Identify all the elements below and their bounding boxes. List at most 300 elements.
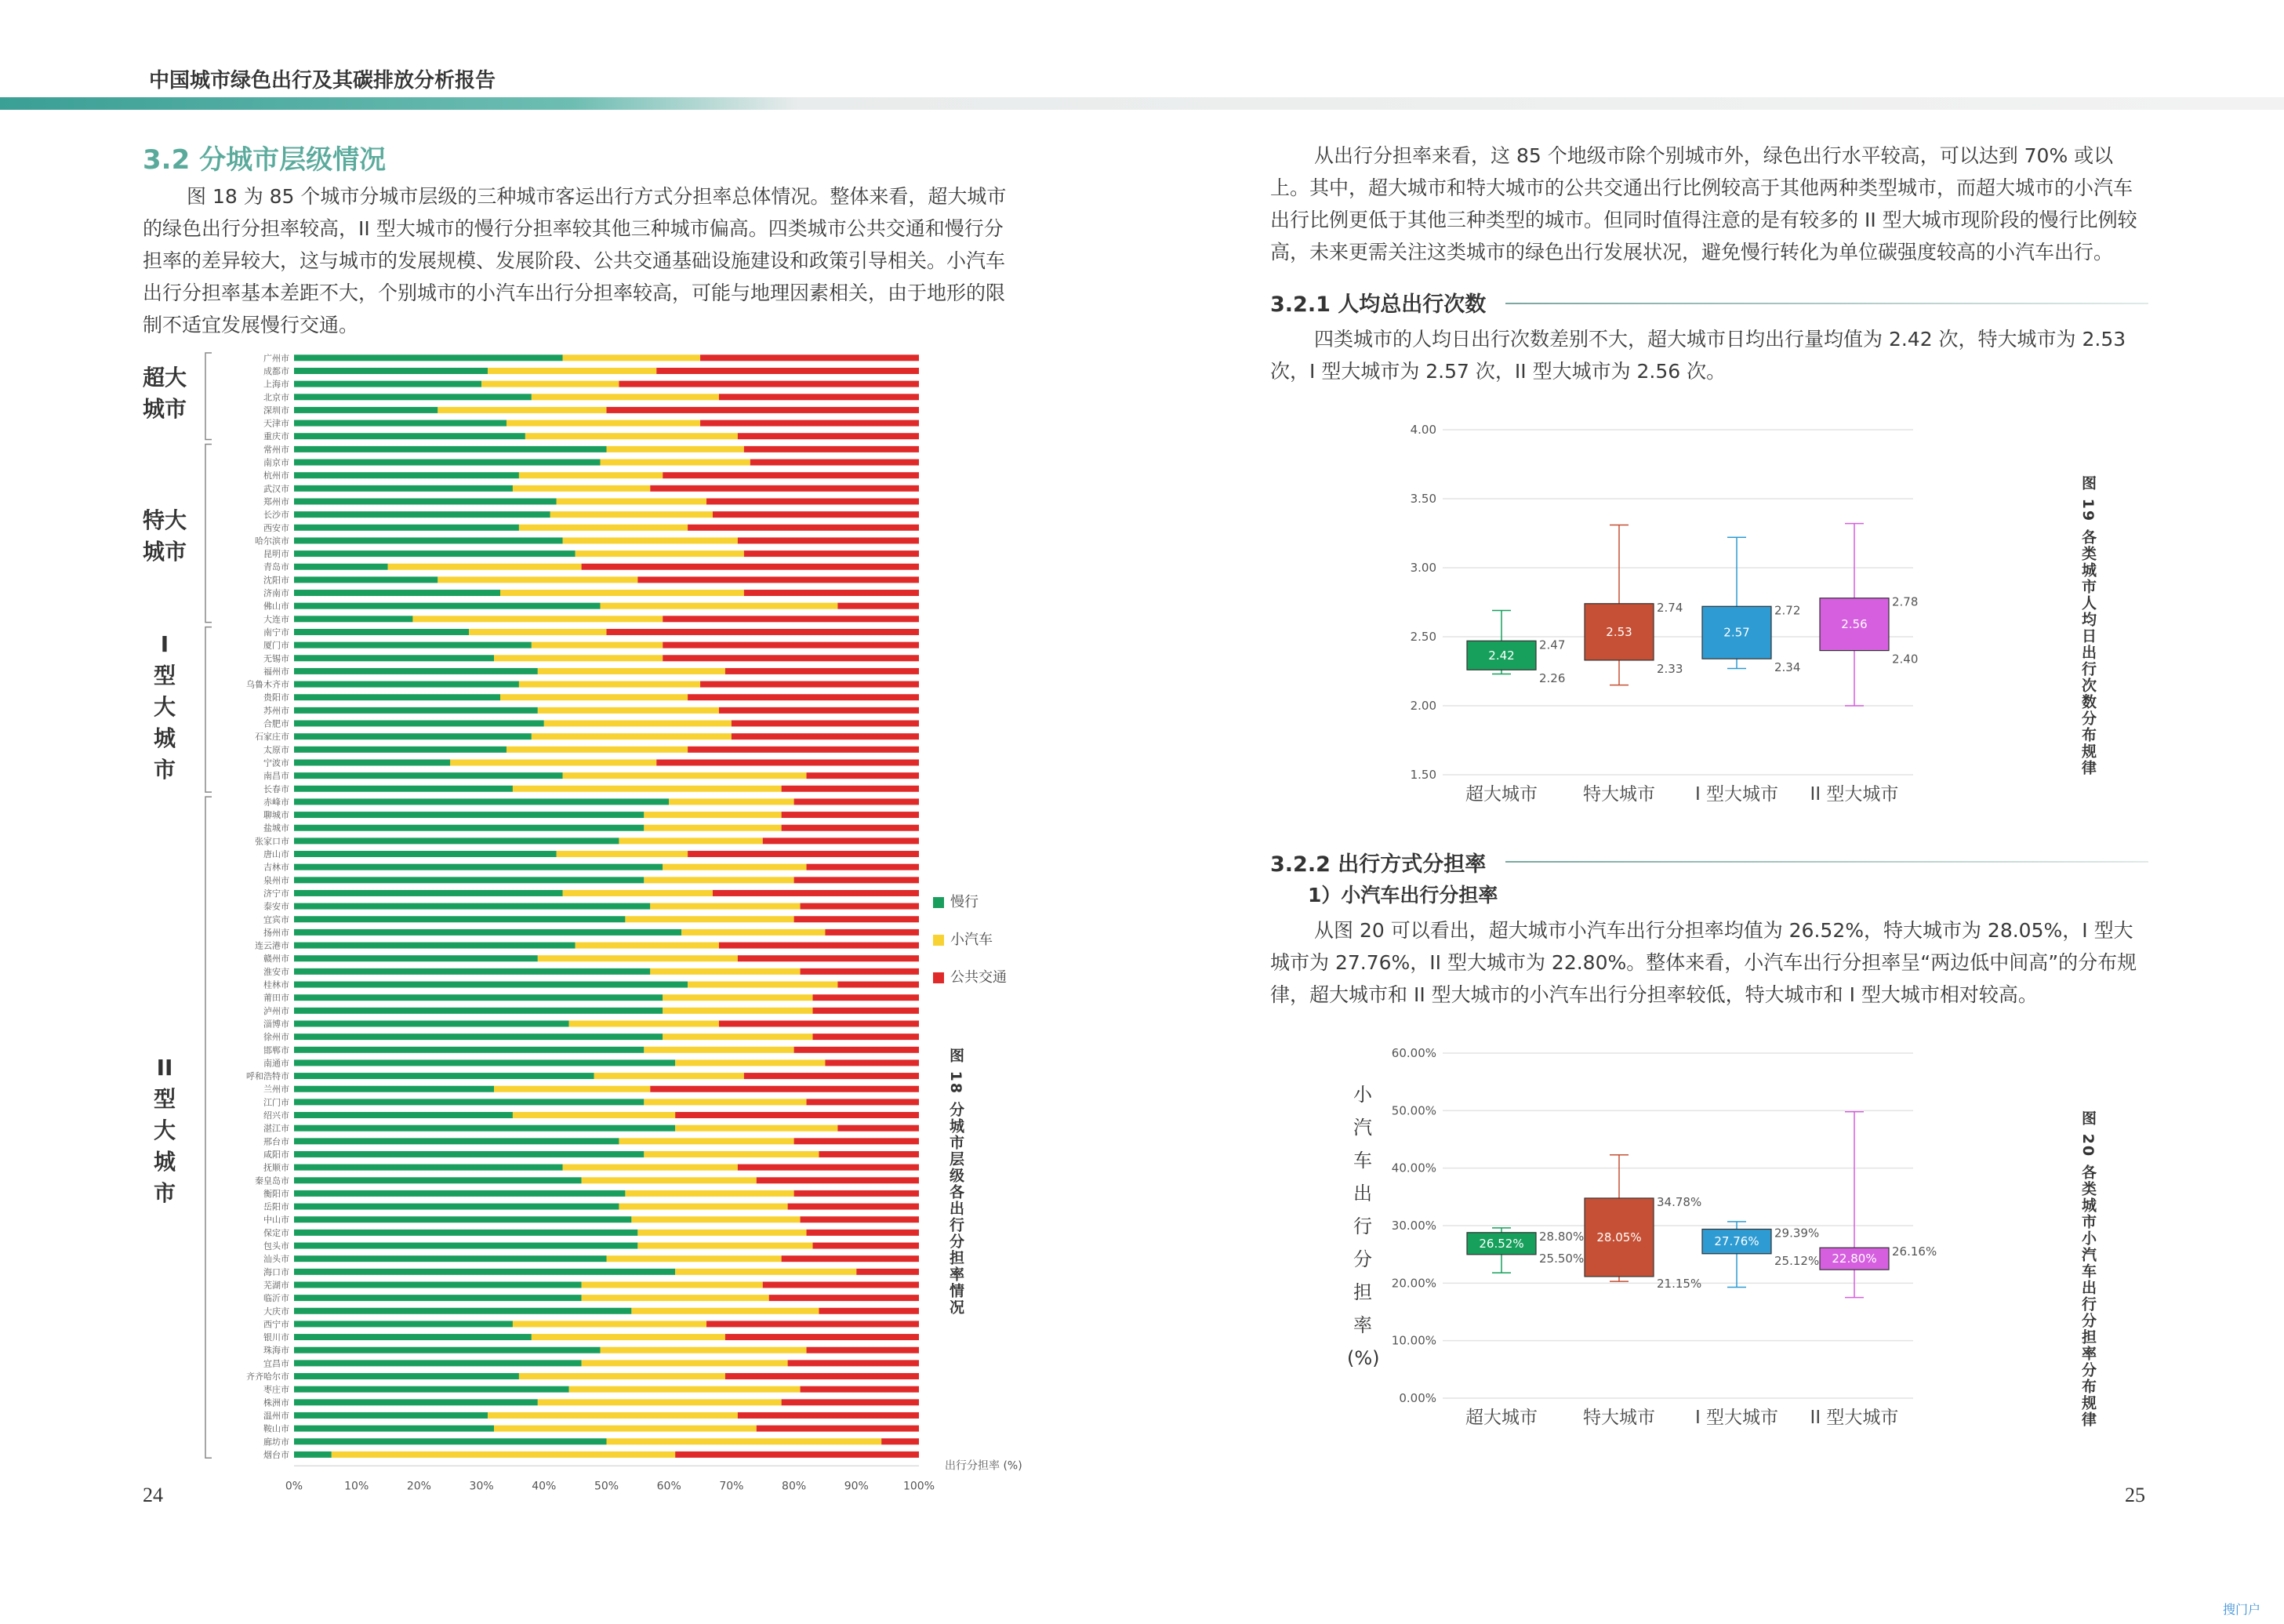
city-label: 齐齐哈尔市 — [246, 1371, 289, 1382]
share-bar-walk — [294, 642, 532, 649]
share-bar-transit — [656, 759, 919, 765]
figure19-caption: 图 19 各类城市人均日出行次数分布规律 — [2079, 475, 2097, 776]
city-label: 长沙市 — [263, 510, 289, 521]
q1-label: 2.40 — [1892, 652, 1919, 667]
share-bar-car — [625, 916, 793, 922]
share-bar-transit — [807, 772, 919, 779]
y-tick-label: 20.00% — [1391, 1276, 1436, 1291]
share-bar-transit — [663, 472, 919, 478]
share-bar-transit — [794, 1138, 919, 1144]
share-bar-transit — [807, 1230, 919, 1236]
category-label: 超大城市 — [1465, 784, 1538, 805]
city-label: 枣庄市 — [263, 1384, 289, 1395]
share-bar-transit — [732, 721, 919, 727]
q1-label: 25.50% — [1539, 1252, 1585, 1266]
share-bar-transit — [763, 837, 919, 844]
share-bar-transit — [788, 1360, 919, 1366]
city-label: 中山市 — [263, 1215, 289, 1226]
share-bar-car — [631, 1216, 800, 1223]
x-tick-label: 20% — [406, 1480, 431, 1490]
section-paragraph: 图 18 为 85 个城市分城市层级的三种城市客运出行方式分担率总体情况。整体来看，超大城市的绿色出行分担率较高，II 型大城市的慢行分担率较其他三种城市偏高。四类城市公共交通和慢行分担率的差异较大，这与城市的发展规模、发展阶段、公共交通基础设施建设和政策引导相关。小汽车出行分担率基本差距不大，个别城市的小汽车出行分担率较高，可能与地理因素相关，由于地形的限制不适宜发展慢行交通。 — [143, 185, 1007, 336]
share-bar-transit — [663, 642, 919, 649]
share-bar-walk — [294, 603, 601, 609]
city-label: 银川市 — [263, 1332, 289, 1343]
share-bar-car — [644, 877, 793, 883]
share-bar-walk — [294, 968, 650, 975]
share-bar-transit — [744, 446, 919, 452]
car-share-boxplot — [1333, 1039, 2039, 1439]
share-bar-car — [688, 982, 837, 988]
figure20-caption: 图 20 各类城市小汽车出行分担率分布规律 — [2079, 1110, 2097, 1428]
corner-logo: 搜门户 — [2223, 1602, 2261, 1617]
share-bar-car — [538, 707, 719, 714]
city-label: 泉州市 — [263, 875, 289, 886]
city-label: 贵阳市 — [263, 692, 289, 703]
share-bar-car — [563, 1164, 738, 1171]
city-label: 海口市 — [263, 1266, 289, 1277]
share-bar-walk — [294, 1164, 563, 1171]
city-label: 兰州市 — [263, 1084, 289, 1095]
share-bar-walk — [294, 1151, 644, 1157]
city-label: 大连市 — [263, 614, 289, 625]
share-bar-car — [513, 1321, 706, 1327]
city-label: 合肥市 — [263, 718, 289, 729]
share-bar-car — [388, 564, 582, 570]
city-label: 乌鲁木齐市 — [246, 679, 289, 690]
share-bar-transit — [713, 890, 919, 896]
city-label: 石家庄市 — [255, 732, 289, 743]
y-tick-label: 0.00% — [1399, 1391, 1436, 1405]
category-label: I 型大城市 — [1694, 784, 1779, 805]
q3-label: 29.39% — [1774, 1226, 1820, 1241]
city-label: 青岛市 — [263, 561, 289, 572]
city-label: 天津市 — [263, 418, 289, 429]
share-bar-car — [675, 1269, 856, 1275]
city-label: 盐城市 — [263, 823, 289, 834]
share-bar-transit — [744, 590, 919, 596]
share-bar-car — [532, 1334, 725, 1340]
share-bar-transit — [794, 1047, 919, 1053]
y-tick-label: 10.00% — [1391, 1333, 1436, 1348]
share-bar-transit — [813, 1008, 919, 1014]
share-bar-walk — [294, 1308, 631, 1314]
city-label: 广州市 — [263, 353, 289, 364]
share-bar-walk — [294, 394, 532, 400]
share-bar-walk — [294, 825, 644, 831]
share-bar-transit — [637, 576, 919, 583]
share-bar-car — [644, 1151, 819, 1157]
share-bar-walk — [294, 1321, 513, 1327]
share-bar-transit — [738, 955, 919, 961]
share-bar-transit — [782, 825, 919, 831]
city-label: 江门市 — [263, 1097, 289, 1108]
share-bar-car — [538, 668, 725, 674]
share-bar-walk — [294, 590, 500, 596]
share-bar-walk — [294, 1230, 637, 1236]
share-bar-walk — [294, 550, 576, 557]
share-bar-walk — [294, 864, 663, 870]
share-bar-transit — [782, 1255, 919, 1262]
share-bar-car — [637, 1230, 806, 1236]
share-bar-car — [594, 1073, 744, 1079]
share-bar-walk — [294, 1373, 519, 1379]
share-bar-walk — [294, 1281, 582, 1288]
city-label: 泸州市 — [263, 1005, 289, 1016]
city-label: 呼和浩特市 — [246, 1071, 289, 1082]
share-bar-transit — [782, 1399, 919, 1405]
mean-label: 26.52% — [1479, 1236, 1524, 1251]
share-bar-transit — [744, 1073, 919, 1079]
report-header-title: 中国城市绿色出行及其碳排放分析报告 — [149, 69, 496, 93]
share-bar-walk — [294, 629, 469, 635]
share-bar-car — [601, 603, 838, 609]
share-bar-car — [481, 381, 619, 387]
share-bar-transit — [650, 485, 919, 492]
share-bar-walk — [294, 1347, 601, 1353]
sub2-rule — [1505, 861, 2148, 863]
share-bar-walk — [294, 772, 563, 779]
city-label: 北京市 — [263, 392, 289, 403]
share-bar-transit — [688, 694, 919, 700]
city-label: 大庆市 — [263, 1306, 289, 1317]
city-label: 临沂市 — [263, 1293, 289, 1304]
share-bar-car — [563, 354, 700, 361]
share-bar-car — [675, 1125, 837, 1132]
share-bar-car — [663, 1008, 812, 1014]
share-bar-walk — [294, 1295, 582, 1301]
share-bar-transit — [656, 368, 919, 374]
share-bar-transit — [825, 929, 919, 936]
header-bar — [0, 97, 2284, 110]
share-bar-walk — [294, 1451, 332, 1458]
x-tick-label: 80% — [782, 1480, 807, 1490]
share-bar-transit — [744, 550, 919, 557]
share-bar-car — [582, 1177, 757, 1183]
share-bar-car — [563, 772, 807, 779]
category-label: 特大城市 — [1583, 1408, 1655, 1428]
share-bar-walk — [294, 837, 619, 844]
legend-label: 慢行 — [950, 894, 979, 910]
group-label-mega: 特大 城市 — [142, 507, 187, 565]
share-bar-car — [576, 550, 744, 557]
share-bar-car — [494, 655, 663, 661]
city-label: 连云港市 — [255, 940, 289, 951]
city-label: 济宁市 — [263, 888, 289, 899]
city-label: 无锡市 — [263, 653, 289, 664]
share-bar-car — [675, 1059, 825, 1066]
car-share-ylabel: 小 汽 车 出 行 分 担 率 (%) — [1347, 1084, 1380, 1369]
share-bar-walk — [294, 681, 519, 688]
y-tick-label: 30.00% — [1391, 1219, 1436, 1233]
city-label: 吉林市 — [263, 862, 289, 873]
share-bar-transit — [794, 1190, 919, 1197]
y-tick-label: 3.50 — [1410, 492, 1436, 506]
share-bar-transit — [788, 1204, 919, 1210]
share-bar-car — [557, 498, 706, 504]
category-label: 特大城市 — [1583, 784, 1655, 805]
share-bar-transit — [769, 1295, 919, 1301]
share-bar-transit — [688, 525, 919, 531]
share-bar-transit — [881, 1438, 919, 1444]
city-label: 成都市 — [263, 365, 289, 376]
mean-label: 2.57 — [1723, 625, 1750, 640]
city-label: 徐州市 — [263, 1032, 289, 1043]
x-axis-title: 出行分担率 (%) — [945, 1459, 1022, 1473]
q3-label: 2.74 — [1657, 600, 1683, 615]
city-label: 宁波市 — [263, 758, 289, 768]
q3-label: 34.78% — [1657, 1194, 1702, 1209]
share-bar-walk — [294, 498, 557, 504]
share-bar-car — [563, 537, 738, 543]
city-label: 佛山市 — [263, 601, 289, 612]
share-bar-transit — [825, 1059, 919, 1066]
sub1-paragraph: 四类城市的人均日出行次数差别不大，超大城市日均出行量均值为 2.42 次，特大城市为 2.53 次，I 型大城市为 2.57 次，II 型大城市为 2.56 次。 — [1270, 328, 2126, 383]
x-tick-label: 90% — [844, 1480, 869, 1490]
share-bar-walk — [294, 1099, 644, 1105]
share-bar-transit — [807, 1347, 919, 1353]
figure18-caption: 图 18 分城市层级各出行分担率情况 — [947, 1048, 964, 1316]
city-label: 邢台市 — [263, 1136, 289, 1147]
city-label: 温州市 — [263, 1410, 289, 1421]
share-bar-car — [650, 968, 800, 975]
share-bar-walk — [294, 916, 625, 922]
share-bar-walk — [294, 537, 563, 543]
share-bar-walk — [294, 1412, 488, 1419]
share-bar-transit — [607, 629, 920, 635]
share-bar-transit — [719, 943, 919, 949]
q1-label: 21.15% — [1657, 1276, 1702, 1291]
share-bar-car — [582, 1360, 788, 1366]
share-bar-walk — [294, 460, 601, 466]
share-bar-car — [663, 864, 806, 870]
city-label: 湛江市 — [263, 1123, 289, 1134]
share-bar-transit — [738, 433, 919, 439]
mean-label: 27.76% — [1714, 1234, 1759, 1249]
city-label: 南通市 — [263, 1058, 289, 1069]
city-label: 莆田市 — [263, 993, 289, 1004]
city-label: 株洲市 — [263, 1397, 289, 1408]
share-bar-transit — [719, 394, 919, 400]
city-label: 西宁市 — [263, 1319, 289, 1330]
share-bar-walk — [294, 1399, 538, 1405]
q1-label: 25.12% — [1774, 1253, 1820, 1268]
share-bar-car — [507, 420, 700, 427]
share-bar-transit — [732, 733, 919, 739]
share-bar-transit — [675, 1112, 919, 1118]
city-label: 沈阳市 — [263, 575, 289, 586]
share-bar-walk — [294, 943, 576, 949]
group-bracket — [205, 797, 212, 1458]
share-bar-walk — [294, 1360, 582, 1366]
share-bar-car — [557, 851, 688, 857]
share-bar-walk — [294, 1438, 607, 1444]
share-bar-car — [438, 576, 637, 583]
city-label: 烟台市 — [263, 1449, 289, 1460]
share-bar-transit — [782, 786, 919, 792]
city-label: 绍兴市 — [263, 1110, 289, 1121]
share-bar-car — [507, 747, 688, 753]
share-bar-car — [494, 1426, 757, 1432]
share-bar-transit — [700, 420, 919, 427]
share-bar-car — [513, 485, 650, 492]
share-bar-car — [644, 1047, 793, 1053]
group-label-super: 超大 城市 — [142, 365, 187, 422]
city-label: 深圳市 — [263, 405, 289, 416]
sub2-title: 3.2.2 出行方式分担率 — [1270, 852, 1487, 877]
share-bar-car — [513, 1112, 675, 1118]
city-label: 桂林市 — [263, 979, 289, 990]
share-bar-transit — [619, 381, 919, 387]
city-label: 汕头市 — [263, 1254, 289, 1265]
share-bar-walk — [294, 1020, 569, 1026]
city-label: 保定市 — [263, 1227, 289, 1238]
city-label: 常州市 — [263, 444, 289, 455]
share-bar-walk — [294, 994, 663, 1001]
share-bar-car — [525, 433, 738, 439]
share-bar-transit — [757, 1426, 919, 1432]
city-label: 杭州市 — [263, 470, 289, 481]
share-bar-walk — [294, 1269, 675, 1275]
share-bar-car — [619, 1204, 787, 1210]
share-bar-transit — [801, 1386, 919, 1393]
y-tick-label: 40.00% — [1391, 1161, 1436, 1175]
share-bar-car — [601, 1347, 807, 1353]
share-bar-walk — [294, 929, 681, 936]
share-bar-transit — [725, 1373, 919, 1379]
city-label: 邯郸市 — [263, 1045, 289, 1055]
share-bar-walk — [294, 407, 438, 413]
share-bar-walk — [294, 812, 644, 818]
left-page-number: 24 — [143, 1484, 163, 1506]
share-bar-walk — [294, 851, 557, 857]
category-label: I 型大城市 — [1694, 1408, 1779, 1428]
share-bar-transit — [794, 798, 919, 805]
city-label: 秦皇岛市 — [255, 1175, 289, 1186]
share-bar-car — [500, 694, 688, 700]
share-bar-walk — [294, 472, 519, 478]
city-label: 包头市 — [263, 1241, 289, 1252]
share-bar-car — [519, 472, 663, 478]
mean-label: 2.53 — [1606, 624, 1632, 639]
share-bar-walk — [294, 890, 563, 896]
q1-label: 2.33 — [1657, 661, 1683, 676]
share-bar-transit — [794, 916, 919, 922]
share-bar-car — [637, 1243, 812, 1249]
share-bar-walk — [294, 955, 538, 961]
y-tick-label: 1.50 — [1410, 768, 1436, 782]
share-bar-walk — [294, 707, 538, 714]
y-tick-label: 2.50 — [1410, 630, 1436, 644]
mean-label: 22.80% — [1832, 1252, 1877, 1266]
city-label: 岳阳市 — [263, 1201, 289, 1212]
city-label: 廊坊市 — [263, 1437, 289, 1448]
share-bar-car — [532, 642, 663, 649]
share-bar-walk — [294, 1047, 644, 1053]
share-bar-transit — [706, 498, 919, 504]
share-bar-walk — [294, 1125, 675, 1132]
section-title: 3.2 分城市层级情况 — [143, 144, 387, 176]
y-tick-label: 2.00 — [1410, 699, 1436, 713]
share-bar-transit — [856, 1269, 919, 1275]
city-label: 福州市 — [263, 666, 289, 677]
mean-label: 2.56 — [1841, 617, 1868, 632]
y-tick-label: 50.00% — [1391, 1103, 1436, 1118]
city-label: 泰安市 — [263, 901, 289, 912]
category-label: II 型大城市 — [1810, 1408, 1899, 1428]
share-bar-transit — [725, 1334, 919, 1340]
x-tick-label: 10% — [344, 1480, 369, 1490]
share-bar-walk — [294, 733, 532, 739]
category-label: 超大城市 — [1465, 1408, 1538, 1428]
share-bar-transit — [719, 1020, 919, 1026]
share-bar-transit — [837, 982, 919, 988]
category-label: II 型大城市 — [1810, 784, 1899, 805]
share-bar-walk — [294, 446, 607, 452]
city-label: 南昌市 — [263, 771, 289, 782]
share-bar-transit — [713, 511, 919, 518]
share-bar-car — [488, 368, 656, 374]
q3-label: 28.80% — [1539, 1229, 1585, 1244]
q3-label: 2.47 — [1539, 638, 1566, 652]
x-tick-label: 40% — [532, 1480, 557, 1490]
share-bar-car — [488, 1412, 738, 1419]
share-bar-walk — [294, 668, 538, 674]
city-label: 长春市 — [263, 783, 289, 794]
share-bar-transit — [607, 407, 920, 413]
share-bar-car — [601, 460, 750, 466]
city-label: 芜湖市 — [263, 1280, 289, 1291]
share-bar-walk — [294, 1008, 663, 1014]
city-label: 唐山市 — [263, 849, 289, 860]
group-bracket — [205, 353, 212, 440]
share-bar-car — [532, 733, 732, 739]
share-bar-walk — [294, 1138, 619, 1144]
share-bar-car — [663, 994, 812, 1001]
share-bar-walk — [294, 655, 494, 661]
share-bar-transit — [813, 1034, 919, 1040]
group-label-type2: II 型 大 城 市 — [153, 1055, 176, 1206]
share-bar-transit — [738, 1412, 919, 1419]
share-bar-transit — [819, 1308, 919, 1314]
city-label: 宜昌市 — [263, 1358, 289, 1369]
share-bar-car — [532, 394, 719, 400]
share-bar-car — [631, 1308, 819, 1314]
share-bar-walk — [294, 1334, 532, 1340]
share-bar-car — [450, 759, 656, 765]
share-bar-walk — [294, 1255, 607, 1262]
share-bar-car — [619, 1138, 793, 1144]
share-bar-car — [669, 798, 793, 805]
city-label: 张家口市 — [255, 836, 289, 847]
share-bar-transit — [650, 1086, 919, 1092]
x-tick-label: 70% — [719, 1480, 744, 1490]
city-label: 济南市 — [263, 588, 289, 599]
q1-label: 2.34 — [1774, 660, 1801, 675]
share-bar-transit — [688, 851, 919, 857]
share-bar-walk — [294, 1216, 631, 1223]
share-bar-transit — [663, 655, 919, 661]
city-label: 郑州市 — [263, 496, 289, 507]
share-bar-walk — [294, 798, 669, 805]
legend-swatch — [933, 935, 944, 946]
share-bar-walk — [294, 511, 550, 518]
share-bar-transit — [706, 1321, 919, 1327]
x-tick-label: 60% — [656, 1480, 681, 1490]
share-bar-car — [563, 890, 713, 896]
share-bar-car — [644, 1099, 806, 1105]
share-bar-walk — [294, 1386, 569, 1393]
share-bar-transit — [813, 1243, 919, 1249]
